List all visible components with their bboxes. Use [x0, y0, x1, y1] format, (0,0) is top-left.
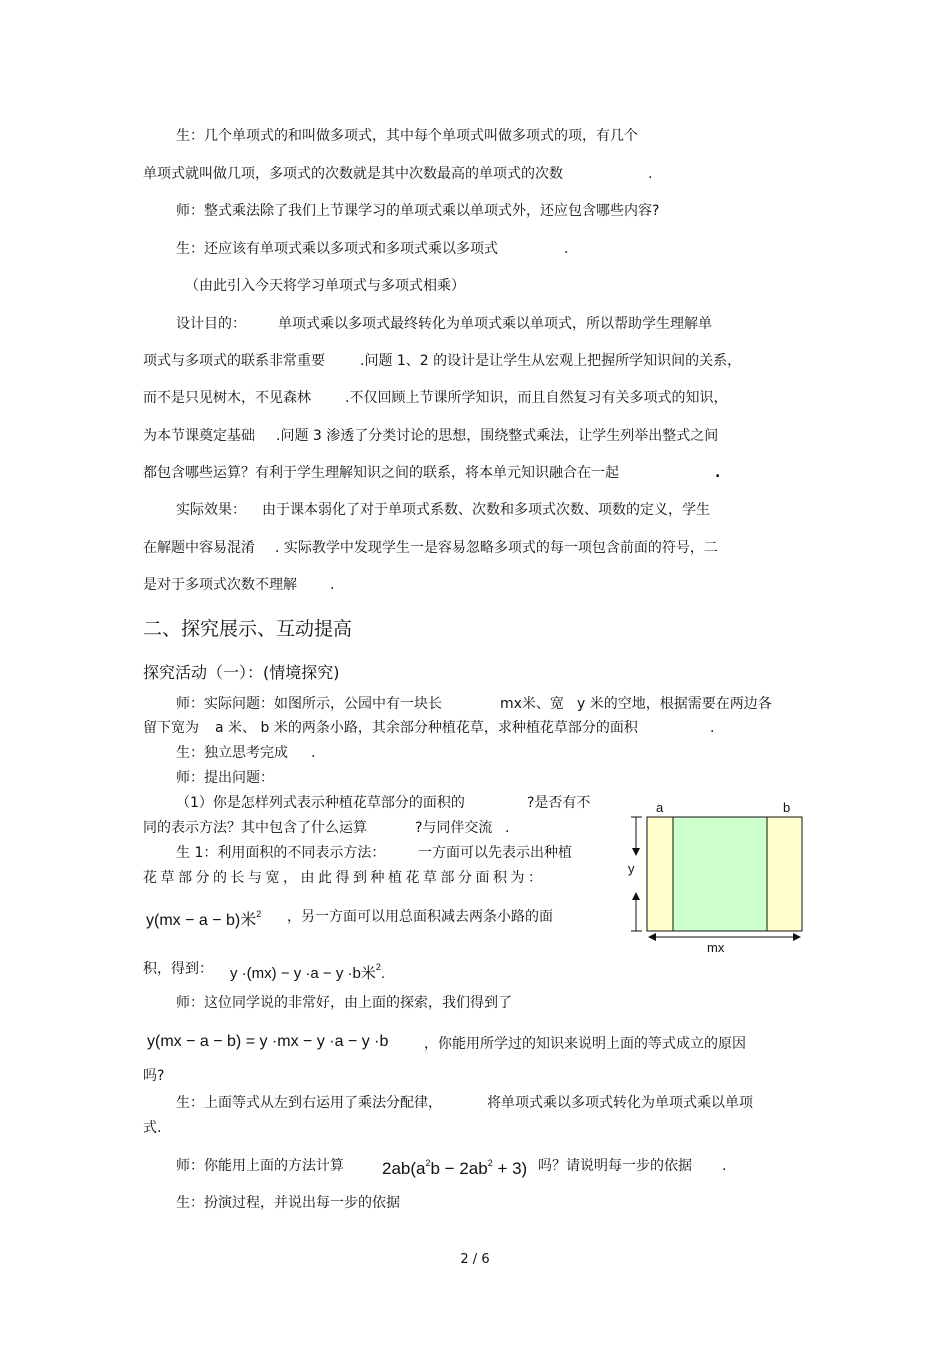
para-line: 花草部分的长与宽，由此得到种植花草部分面积为： [143, 870, 546, 886]
superscript: 2 [256, 909, 262, 919]
activity-heading: 探究活动（一）：(情境探究) [143, 663, 340, 682]
para-line: 生：扮演过程，并说出每一步的依据 [176, 1195, 400, 1211]
para-line: 师：整式乘法除了我们上节课学习的单项式乘以单项式外，还应包含哪些内容? [176, 203, 660, 219]
period: . [715, 465, 721, 481]
superscript: 2 [375, 962, 381, 972]
para-line: 为本节课奠定基础 [143, 428, 255, 444]
para-line: 生：几个单项式的和叫做多项式，其中每个单项式叫做多项式的项，有几个 [176, 128, 638, 144]
period: . [648, 166, 653, 182]
para-line: ?是否有不 [527, 795, 591, 811]
equation-text: 2ab(a [382, 1159, 426, 1178]
label-b: b [783, 800, 791, 815]
para-line: 生 1：利用面积的不同表示方法： [176, 845, 386, 861]
para-line: （1）你是怎样列式表示种植花草部分的面积的 [176, 795, 465, 811]
equation-1 [146, 905, 261, 930]
para-line: 单项式就叫做几项，多项式的次数就是其中次数最高的单项式的次数 [143, 166, 563, 182]
equation-text: + 3) [492, 1159, 528, 1178]
para-line: 吗？请说明每一步的依据 [538, 1158, 692, 1174]
para-line: ?与同伴交流 [415, 820, 493, 836]
flower-bed [673, 817, 767, 931]
period: . [330, 577, 335, 593]
label-y: y [628, 861, 635, 876]
para-line: 生：独立思考完成 [176, 745, 288, 761]
para-line: mx米、宽 [500, 696, 564, 712]
para-line: 积，得到： [143, 961, 213, 977]
para-line: a 米、 b 米的两条小路，其余部分种植花草，求种植花草部分的面积 [215, 720, 638, 736]
para-line: 生：上面等式从左到右运用了乘法分配律， [176, 1095, 442, 1111]
superscript: 2 [425, 1158, 431, 1168]
equation-3: y(mx − a − b) = y ·mx − y ·a − y ·b [147, 1033, 389, 1050]
equation-text: y ·(mx) − y ·a − y ·b米 [230, 965, 376, 982]
label-mx: mx [707, 940, 725, 955]
para-line: 由于课本弱化了对于单项式系数、次数和多项式次数、项数的定义，学生 [262, 502, 710, 518]
superscript: 2 [487, 1158, 493, 1168]
period: . [722, 1158, 727, 1174]
para-line: 而不是只见树木，不见森林 [143, 390, 311, 406]
period: . [564, 241, 569, 257]
para-line: 师：实际问题：如图所示，公园中有一块长 [176, 696, 442, 712]
para-line: 项式与多项式的联系非常重要 [143, 353, 325, 369]
para-line: 是对于多项式次数不理解 [143, 577, 297, 593]
para-line: .问题 1、2 的设计是让学生从宏观上把握所学知识间的关系， [360, 353, 742, 369]
period: . [311, 745, 316, 761]
para-line: 单项式乘以多项式最终转化为单项式乘以单项式，所以帮助学生理解单 [278, 316, 712, 332]
para-line: 师：你能用上面的方法计算 [176, 1158, 344, 1174]
para-line: 将单项式乘以多项式转化为单项式乘以单项 [487, 1095, 753, 1111]
section-heading: 二、探究展示、互动提高 [143, 618, 353, 640]
label-actual-effect: 实际效果： [176, 502, 246, 518]
period: . [710, 720, 715, 736]
para-line: 师：这位同学说的非常好，由上面的探索，我们得到了 [176, 995, 512, 1011]
para-line: （由此引入今天将学习单项式与多项式相乘） [185, 278, 465, 294]
path-left [647, 817, 673, 931]
para-line: 式. [143, 1120, 162, 1136]
para-line: .不仅回顾上节课所学知识，而且自然复习有关多项式的知识， [345, 390, 728, 406]
garden-diagram [620, 795, 820, 955]
equation-text: y(mx − a − b)米 [146, 912, 257, 929]
para-line: ，你能用所学过的知识来说明上面的等式成立的原因 [424, 1036, 746, 1052]
label-design-purpose: 设计目的： [176, 316, 246, 332]
para-line: y 米的空地，根据需要在两边各 [577, 696, 772, 712]
equation-4 [382, 1154, 527, 1178]
para-line: 都包含哪些运算？有利于学生理解知识之间的联系，将本单元知识融合在一起 [143, 465, 619, 481]
para-line: . 实际教学中发现学生一是容易忽略多项式的每一项包含前面的符号，二 [275, 540, 718, 556]
para-line: 师：提出问题： [176, 770, 274, 786]
label-a: a [656, 800, 664, 815]
period: . [380, 965, 386, 982]
para-line: 留下宽为 [143, 720, 199, 736]
page-number: 2 / 6 [460, 1252, 490, 1267]
para-line: .问题 3 渗透了分类讨论的思想，围绕整式乘法，让学生列举出整式之间 [276, 428, 719, 444]
para-line: 一方面可以先表示出种植 [418, 845, 572, 861]
para-line: 在解题中容易混淆 [143, 540, 255, 556]
equation-text: b − 2ab [430, 1159, 488, 1178]
path-right [767, 817, 802, 931]
period: . [505, 820, 510, 836]
para-line: 生：还应该有单项式乘以多项式和多项式乘以多项式 [176, 241, 498, 257]
para-line: ，另一方面可以用总面积减去两条小路的面 [287, 909, 553, 925]
para-line: 同的表示方法？其中包含了什么运算 [143, 820, 367, 836]
equation-2 [230, 958, 385, 983]
para-line: 吗? [143, 1068, 165, 1084]
